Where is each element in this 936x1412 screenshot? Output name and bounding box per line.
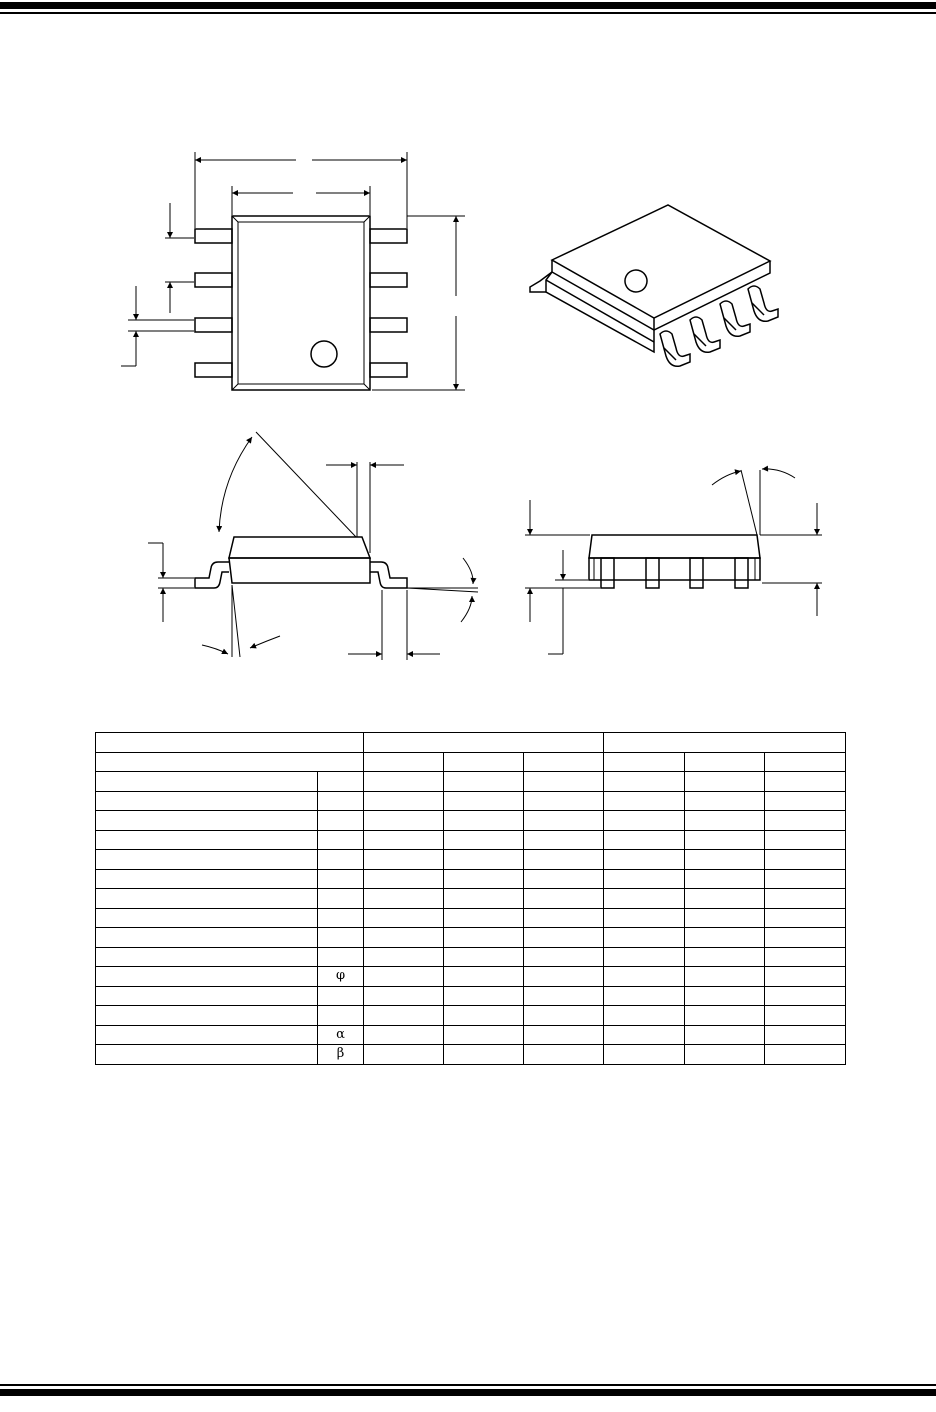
table-cell — [364, 1025, 444, 1045]
table-cell — [96, 928, 318, 948]
table-cell — [524, 947, 604, 967]
dimension-table — [95, 732, 846, 1065]
table-cell — [364, 830, 444, 850]
table-cell — [765, 811, 846, 831]
table-cell — [96, 986, 318, 1006]
symbol-cell — [318, 986, 364, 1006]
table-cell — [524, 967, 604, 987]
table-cell — [685, 811, 765, 831]
table-row — [96, 947, 846, 967]
table-row — [96, 791, 846, 811]
table-cell — [604, 967, 685, 987]
table-header-row — [96, 733, 846, 753]
table-cell — [765, 1045, 846, 1065]
side-view-dimensions — [148, 432, 478, 660]
table-cell — [604, 811, 685, 831]
table-cell — [604, 1006, 685, 1026]
table-cell — [524, 986, 604, 1006]
end-view-dimensions — [525, 469, 822, 654]
table-cell — [524, 869, 604, 889]
table-cell — [685, 908, 765, 928]
table-cell — [364, 772, 444, 792]
header-group-2 — [604, 733, 846, 753]
table-cell — [604, 791, 685, 811]
table-cell — [685, 1006, 765, 1026]
subheader-nom-2 — [685, 752, 765, 772]
table-cell — [444, 928, 524, 948]
table-cell — [96, 850, 318, 870]
symbol-cell — [318, 928, 364, 948]
table-cell — [96, 772, 318, 792]
table-cell — [444, 791, 524, 811]
symbol-cell: β — [318, 1045, 364, 1065]
symbol-cell — [318, 830, 364, 850]
header-units-cell — [96, 733, 364, 753]
subheader-min-2 — [604, 752, 685, 772]
top-view — [195, 216, 407, 390]
table-cell — [96, 1045, 318, 1065]
table-cell — [765, 850, 846, 870]
table-cell — [685, 791, 765, 811]
table-cell — [96, 1006, 318, 1026]
subheader-max-2 — [765, 752, 846, 772]
table-row — [96, 869, 846, 889]
table-cell — [524, 1006, 604, 1026]
table-cell — [444, 1045, 524, 1065]
table-cell — [604, 908, 685, 928]
table-cell — [364, 947, 444, 967]
table-cell — [96, 811, 318, 831]
table-cell — [604, 1045, 685, 1065]
table-cell — [444, 830, 524, 850]
table-cell — [604, 889, 685, 909]
table-cell — [524, 1045, 604, 1065]
table-cell — [765, 986, 846, 1006]
pin1-marker — [311, 341, 337, 367]
table-row — [96, 1045, 846, 1065]
table-cell — [96, 1025, 318, 1045]
table-cell — [765, 967, 846, 987]
table-cell — [685, 1045, 765, 1065]
table-cell — [364, 967, 444, 987]
table-cell — [604, 947, 685, 967]
table-row — [96, 830, 846, 850]
table-cell — [604, 986, 685, 1006]
table-cell — [685, 889, 765, 909]
table-cell — [444, 947, 524, 967]
symbol-cell — [318, 772, 364, 792]
table-cell — [96, 967, 318, 987]
isometric-view — [530, 205, 778, 366]
table-cell — [685, 850, 765, 870]
footer-rule — [0, 1384, 936, 1396]
table-cell — [765, 772, 846, 792]
side-view — [195, 537, 407, 588]
end-view — [589, 535, 760, 588]
table-cell — [444, 850, 524, 870]
table-cell — [685, 1025, 765, 1045]
table-cell — [685, 869, 765, 889]
symbol-cell — [318, 811, 364, 831]
subheader-limits-cell — [96, 752, 364, 772]
table-cell — [524, 889, 604, 909]
table-cell — [524, 850, 604, 870]
table-cell — [444, 967, 524, 987]
table-cell — [364, 928, 444, 948]
table-cell — [604, 830, 685, 850]
table-cell — [364, 908, 444, 928]
table-cell — [364, 1045, 444, 1065]
table-cell — [765, 791, 846, 811]
symbol-cell — [318, 1006, 364, 1026]
table-cell — [685, 772, 765, 792]
table-cell — [524, 830, 604, 850]
symbol-cell — [318, 889, 364, 909]
table-cell — [685, 830, 765, 850]
top-view-dimensions — [121, 152, 465, 390]
table-cell — [524, 791, 604, 811]
table-cell — [765, 947, 846, 967]
table-cell — [364, 791, 444, 811]
table-cell — [364, 889, 444, 909]
symbol-cell — [318, 908, 364, 928]
table-row — [96, 772, 846, 792]
table-cell — [364, 811, 444, 831]
table-cell — [604, 772, 685, 792]
table-cell — [685, 967, 765, 987]
table-cell — [96, 947, 318, 967]
symbol-cell — [318, 850, 364, 870]
table-row — [96, 811, 846, 831]
table-cell — [524, 908, 604, 928]
symbol-cell: α — [318, 1025, 364, 1045]
table-cell — [524, 928, 604, 948]
table-row — [96, 967, 846, 987]
table-row — [96, 986, 846, 1006]
table-cell — [765, 928, 846, 948]
table-cell — [524, 772, 604, 792]
table-cell — [444, 986, 524, 1006]
table-cell — [96, 791, 318, 811]
table-subheader-row — [96, 752, 846, 772]
table-row — [96, 1025, 846, 1045]
header-rule — [0, 2, 936, 14]
table-cell — [364, 850, 444, 870]
table-cell — [96, 869, 318, 889]
subheader-min-1 — [364, 752, 444, 772]
table-row — [96, 1006, 846, 1026]
table-cell — [765, 1025, 846, 1045]
header-group-1 — [364, 733, 604, 753]
table-cell — [364, 869, 444, 889]
table-row — [96, 889, 846, 909]
table-cell — [96, 830, 318, 850]
table-row — [96, 850, 846, 870]
table-cell — [96, 889, 318, 909]
table-cell — [765, 1006, 846, 1026]
subheader-nom-1 — [444, 752, 524, 772]
table-cell — [765, 830, 846, 850]
table-cell — [685, 986, 765, 1006]
table-cell — [685, 928, 765, 948]
symbol-cell — [318, 869, 364, 889]
table-cell — [685, 947, 765, 967]
table-cell — [765, 869, 846, 889]
subheader-max-1 — [524, 752, 604, 772]
table-cell — [524, 1025, 604, 1045]
symbol-cell: φ — [318, 967, 364, 987]
symbol-cell — [318, 791, 364, 811]
table-cell — [444, 889, 524, 909]
table-cell — [444, 1025, 524, 1045]
table-cell — [364, 1006, 444, 1026]
table-cell — [444, 811, 524, 831]
table-cell — [364, 986, 444, 1006]
table-cell — [604, 1025, 685, 1045]
table-cell — [444, 1006, 524, 1026]
table-cell — [444, 908, 524, 928]
table-cell — [444, 869, 524, 889]
table-cell — [604, 850, 685, 870]
table-row — [96, 928, 846, 948]
table-cell — [444, 772, 524, 792]
table-cell — [765, 908, 846, 928]
table-cell — [96, 908, 318, 928]
table-cell — [524, 811, 604, 831]
table-cell — [604, 869, 685, 889]
symbol-cell — [318, 947, 364, 967]
table-cell — [604, 928, 685, 948]
table-cell — [765, 889, 846, 909]
table-row — [96, 908, 846, 928]
